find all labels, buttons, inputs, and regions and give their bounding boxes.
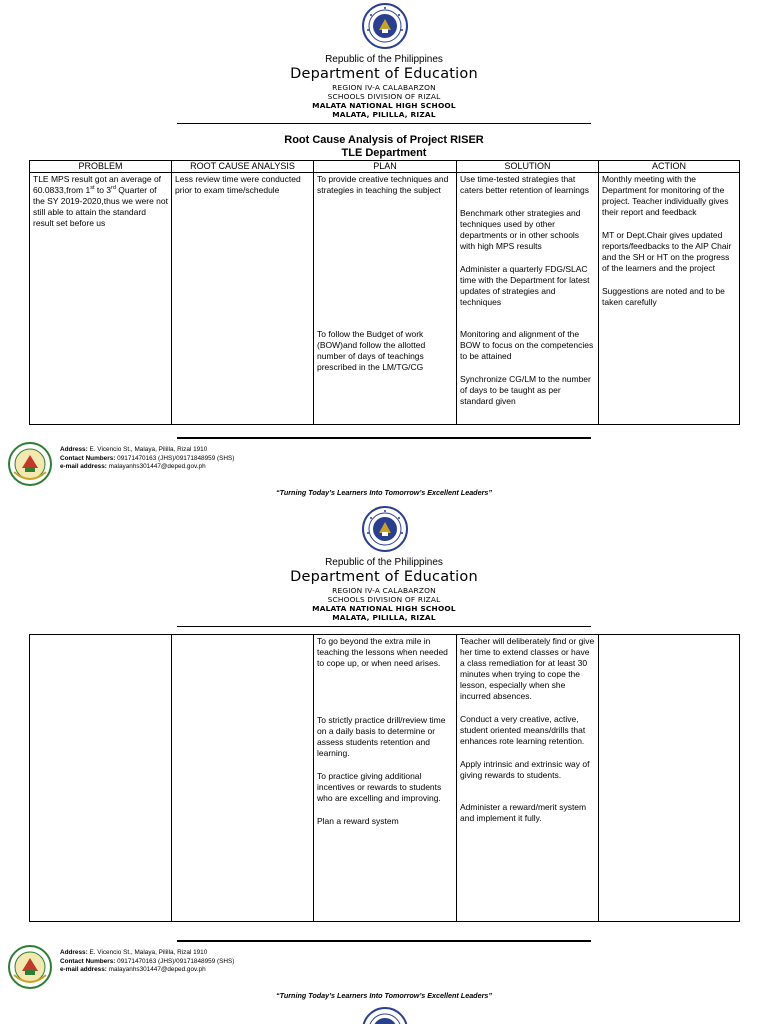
deped-seal-icon [362,505,408,553]
action-item: Suggestions are noted and to be taken carefully [602,286,725,307]
solution-item: Administer a quarterly FDG/SLAC time with the Department for latest updates of strategies and techniques [460,264,590,307]
document-page-1 [0,0,768,503]
division-line: SCHOOLS DIVISION OF RIZAL [327,92,441,101]
action-item: Monthly meeting with the Department for monitoring of the project. Teacher individually gives their report and feedback [602,174,729,217]
header-divider [177,123,591,124]
solution-item: Teacher will deliberately find or give her time to extend classes or have a class remediation for at least 30 minutes when trying to cope the lesson, especially when she incurred absences. [460,636,595,701]
next-page-seal-icon [362,1006,408,1024]
problem-sup-st: st [90,185,95,192]
footer-contact: Contact Numbers: 09171470163 (JHS)/09171848959 (SHS) [60,454,235,462]
republic-line: Republic of the Philippines [325,54,443,65]
root-cause-table [29,160,740,425]
region-line: REGION IV-A CALABARZON [332,586,436,595]
plan-item: To follow the Budget of work (BOW)and follow the allotted number of days of teachings prescribed in the LM/TG/CG [317,329,426,372]
plan-item: To provide creative techniques and strategies in teaching the subject [317,174,449,195]
footer-address: Address: E. Vicencio St., Malaya, Pililla, Rizal 1910 [60,446,208,453]
root-cause-text: Less review time were conducted prior to exam time/schedule [175,174,301,195]
footer-contact: Contact Numbers: 09171470163 (JHS)/09171848959 (SHS) [60,957,235,965]
footer-divider [177,437,591,439]
header-plan: PLAN [314,161,457,173]
letterhead [0,54,768,119]
footer-email: e-mail address: malayanhs301447@deped.gov.ph [60,463,206,470]
root-cause-cell [172,635,314,922]
plan-item: To practice giving additional incentives or rewards to students who are excelling and improving. [317,771,442,803]
header-problem: PROBLEM [30,161,172,173]
table-row [30,635,740,922]
plan-item: To strictly practice drill/review time on a daily basis to determine or assess students retention and learning. [317,715,446,758]
problem-text-pre: TLE MPS result got an average of 60.0833,from 1 [33,174,162,195]
plan-cell [314,173,457,425]
action-item: MT or Dept.Chair gives updated reports/feedbacks to the AIP Chair and the SH or HT on the progress of the learners and the project [602,230,732,273]
solution-item: Monitoring and alignment of the BOW to focus on the competencies to be attained [460,329,594,361]
header-divider [177,626,591,627]
header-root-cause: ROOT CAUSE ANALYSIS [172,161,314,173]
school-name: MALATA NATIONAL HIGH SCHOOL [312,101,456,110]
department-name: Department of Education [290,66,478,82]
document-title: Root Cause Analysis of Project RISER [284,134,484,146]
root-cause-table-continued [29,634,740,922]
problem-cell [30,173,172,425]
plan-item: To go beyond the extra mile in teaching the lessons when needed to cope up, or when need arises. [317,636,448,668]
school-logo-icon [8,945,52,989]
letterhead [0,557,768,622]
plan-item: Plan a reward system [317,816,399,826]
problem-sup-rd: rd [111,185,116,192]
header-action: ACTION [599,161,740,173]
solution-cell [457,635,599,922]
department-name: Department of Education [290,569,478,585]
deped-seal-icon [362,2,408,50]
school-name: MALATA NATIONAL HIGH SCHOOL [312,604,456,613]
school-location: MALATA, PILILLA, RIZAL [332,110,436,119]
document-page-2 [0,503,768,1013]
school-location: MALATA, PILILLA, RIZAL [332,613,436,622]
document-subtitle: TLE Department [341,147,427,159]
problem-cell [30,635,172,922]
header-solution: SOLUTION [457,161,599,173]
table-header-row [30,161,740,173]
solution-item: Synchronize CG/LM to the number of days to be taught as per standard given [460,374,591,406]
problem-text-mid: to 3 [94,185,112,195]
republic-line: Republic of the Philippines [325,557,443,568]
footer-address: Address: E. Vicencio St., Malaya, Pililla, Rizal 1910 [60,949,208,956]
root-cause-cell [172,173,314,425]
school-motto: “Turning Today’s Learners Into Tomorrow’s Excellent Leaders” [276,488,492,497]
region-line: REGION IV-A CALABARZON [332,83,436,92]
solution-item: Use time-tested strategies that caters better retention of learnings [460,174,589,195]
solution-item: Conduct a very creative, active, student oriented means/drills that enhances rote learning retention. [460,714,586,746]
plan-cell [314,635,457,922]
footer-divider [177,940,591,942]
problem-text-post: Quarter of the SY 2019-2020,thus we were not still able to attain the standard result set before us [33,185,168,228]
school-logo-icon [8,442,52,486]
solution-item: Benchmark other strategies and techniques used by other departments or in other schools with high MPS results [460,208,581,251]
solution-item: Administer a reward/merit system and implement it fully. [460,802,587,823]
footer-email: e-mail address: malayanhs301447@deped.gov.ph [60,966,206,973]
action-cell [599,173,740,425]
division-line: SCHOOLS DIVISION OF RIZAL [327,595,441,604]
footer-contact-block [60,949,234,975]
solution-cell [457,173,599,425]
school-motto: “Turning Today’s Learners Into Tomorrow’s Excellent Leaders” [276,991,492,1000]
action-cell [599,635,740,922]
table-row [30,173,740,425]
footer-contact-block [60,446,234,472]
solution-item: Apply intrinsic and extrinsic way of giving rewards to students. [460,759,590,780]
